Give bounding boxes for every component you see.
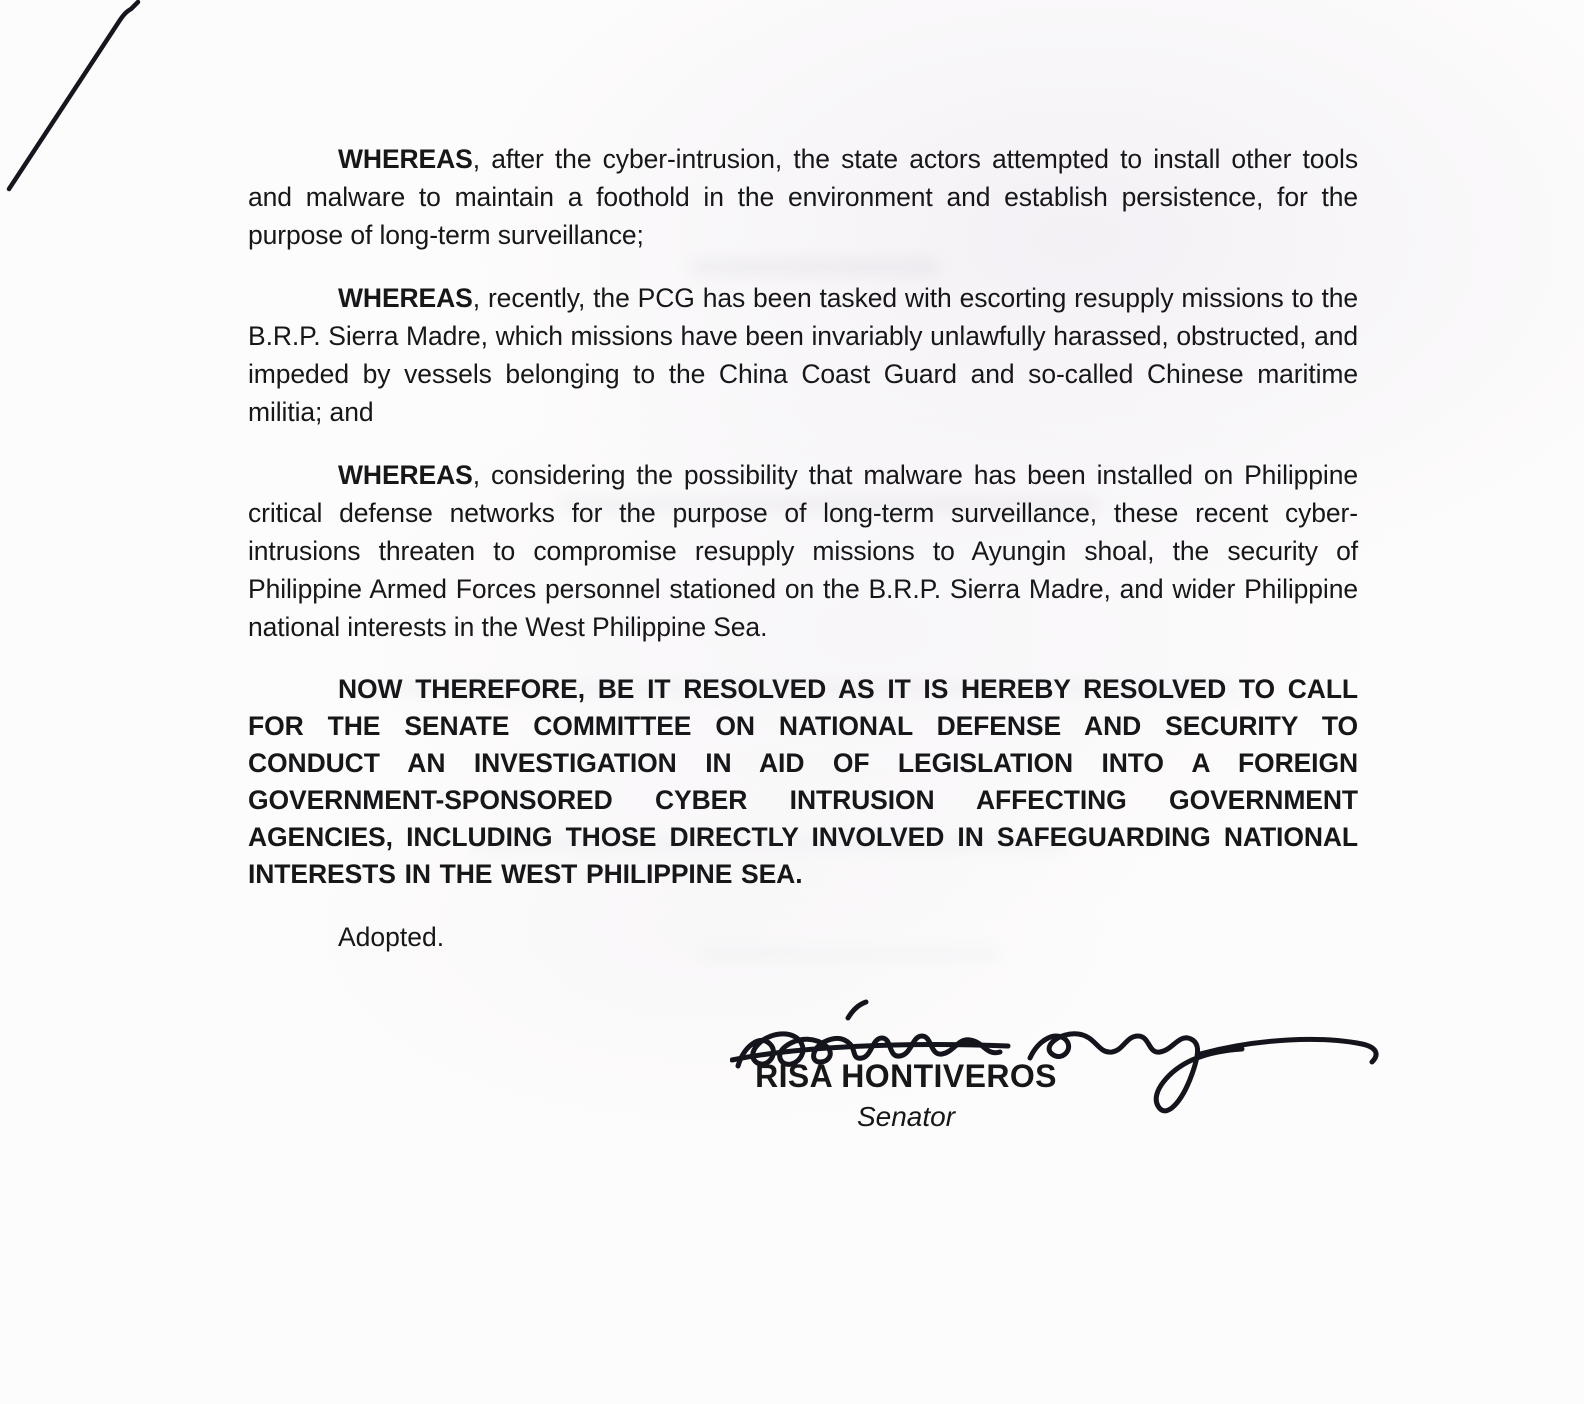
adopted-line: Adopted. — [338, 922, 445, 952]
resolution-clause: NOW THEREFORE, BE IT RESOLVED AS IT IS HEREBY RESOLVED TO CALL FOR THE SENATE COMMITTEE ON NATIONAL DEFENSE AND SECURITY TO CONDUCT AN INVESTIGATION IN AID OF LEGISLATION INTO A FOREIGN GOVERNMENT-SPONSORED CYBER INTRUSION AFFECTING GOVERNMENT AGENCIES, INCLUDING THOSE DIRECTLY INVOLVED IN SAFEGUARDING NATIONAL INTERESTS IN THE WEST PHILIPPINE SEA. — [248, 674, 1358, 889]
whereas-keyword: WHEREAS — [338, 283, 473, 313]
signatory-title: Senator — [856, 1101, 956, 1132]
whereas-clause-1 — [248, 140, 1358, 254]
whereas-clause-1-text: , after the cyber-intrusion, the state actors attempted to install other tools and malware to maintain a foothold in the environment and establish persistence, for the purpose of long-term surveillance; — [248, 144, 1358, 250]
signatory-name: RISA HONTIVEROS — [755, 1058, 1057, 1094]
signature-block — [248, 1056, 1358, 1236]
pen-stroke-mark — [0, 0, 150, 200]
document-body — [248, 140, 1358, 1236]
whereas-clause-3 — [248, 456, 1358, 646]
signatory-identity — [351, 1056, 1461, 1134]
whereas-clause-3-text: , considering the possibility that malware has been installed on Philippine critical defense networks for the purpose of long-term surveillance, these recent cyber-intrusions threaten to compromise resupply missions to Ayungin shoal, the security of Philippine Armed Forces personnel stationed on the B.R.P. Sierra Madre, and wider Philippine national interests in the West Philippine Sea. — [248, 460, 1358, 642]
whereas-clause-2 — [248, 279, 1358, 431]
whereas-keyword: WHEREAS — [338, 144, 473, 174]
whereas-clause-2-text: , recently, the PCG has been tasked with escorting resupply missions to the B.R.P. Sierra Madre, which missions have been invariably unlawfully harassed, obstructed, and impeded by vessels belonging to the China Coast Guard and so-called Chinese maritime militia; and — [248, 283, 1358, 427]
whereas-keyword: WHEREAS — [338, 460, 473, 490]
